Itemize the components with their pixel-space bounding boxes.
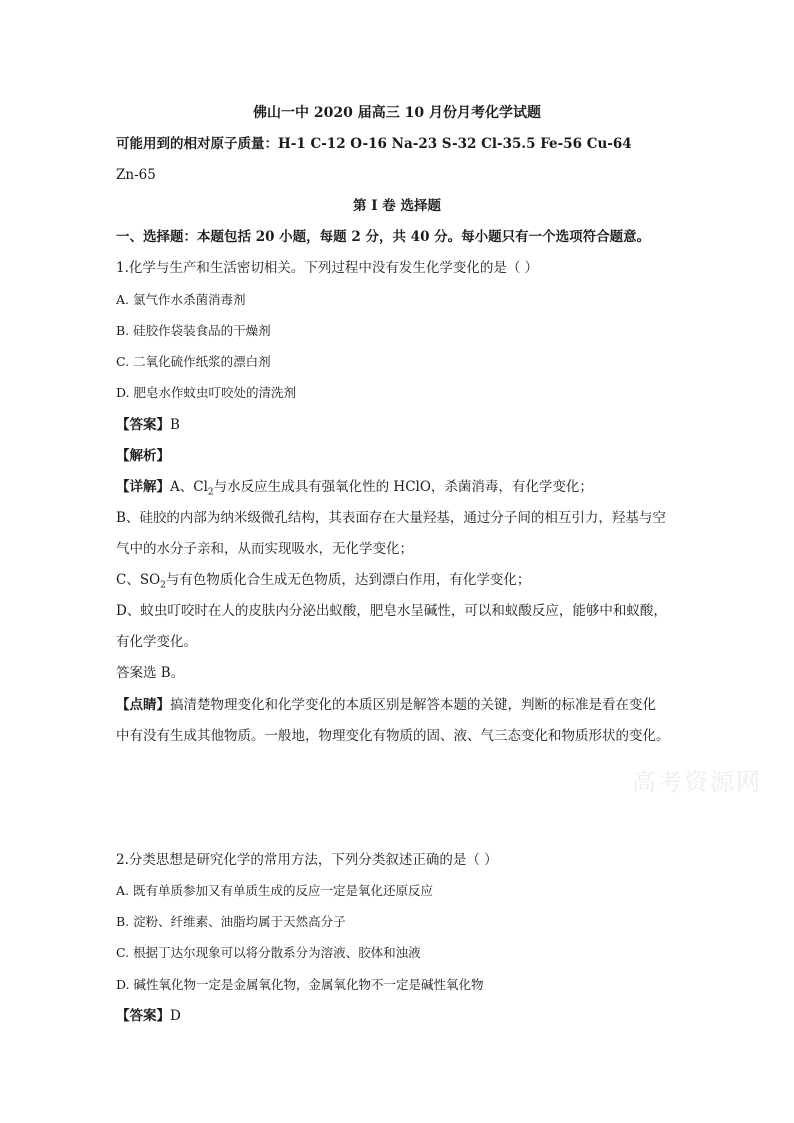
watermark-text: 高考资源网	[632, 768, 762, 796]
question-2-stem: 2.分类思想是研究化学的常用方法，下列分类叙述正确的是（ ）	[116, 852, 498, 868]
question-1-conclusion: 答案选 B。	[116, 665, 185, 681]
question-1-detail-b-line-1: B、硅胶的内部为纳米级微孔结构，其表面存在大量羟基，通过分子间的相互引力，羟基与空	[116, 510, 666, 526]
detail-c-pre: C、SO	[116, 572, 161, 588]
question-1-answer	[116, 416, 180, 434]
question-1-option-a: A. 氯气作水杀菌消毒剂	[116, 292, 246, 307]
answer-tag: 【答案】	[116, 1008, 170, 1024]
point-tag: 【点睛】	[116, 697, 170, 713]
question-1-detail-b-line-2: 气中的水分子亲和，从而实现吸水，无化学变化；	[116, 541, 413, 557]
exam-title: 佛山一中 2020 届高三 10 月份月考化学试题	[253, 105, 541, 121]
section-title: 第 I 卷 选择题	[353, 198, 441, 214]
question-2-option-d: D. 碱性氧化物一定是金属氧化物，金属氧化物不一定是碱性氧化物	[116, 977, 484, 992]
detail-a-subscript: 2	[207, 487, 214, 498]
question-1-option-b: B. 硅胶作袋装食品的干燥剂	[116, 323, 271, 338]
question-1-point-line-1	[116, 696, 656, 714]
question-1-option-c: C. 二氧化硫作纸浆的漂白剂	[116, 354, 271, 369]
detail-a-post: 与水反应生成具有强氧化性的 HClO，杀菌消毒，有化学变化；	[213, 479, 593, 495]
detail-c-subscript: 2	[160, 580, 166, 591]
atomic-mass-line-2: Zn-65	[116, 167, 156, 183]
detail-a-pre: A、Cl	[170, 479, 208, 495]
answer-tag: 【答案】	[116, 417, 170, 433]
point-text-1: 搞清楚物理变化和化学变化的本质区别是解答本题的关键，判断的标准是看在变化	[170, 697, 656, 713]
atomic-mass-line-1: 可能用到的相对原子质量：H-1 C-12 O-16 Na-23 S-32 Cl-35.5 Fe-56 Cu-64	[116, 136, 632, 152]
question-2-answer	[116, 1007, 181, 1025]
question-1-analysis-tag	[116, 447, 170, 465]
detail-c-post: 与有色物质化合生成无色物质，达到漂白作用，有化学变化；	[165, 572, 531, 588]
answer-value: B	[170, 417, 180, 433]
question-1-detail-d-line-2: 有化学变化。	[116, 634, 197, 650]
question-2-option-a: A. 既有单质参加又有单质生成的反应一定是氧化还原反应	[116, 883, 433, 898]
answer-value: D	[170, 1008, 181, 1024]
question-1-point-line-2: 中有没有生成其他物质。一般地，物理变化有物质的固、液、气三态变化和物质形状的变化。	[116, 728, 670, 744]
part-instruction: 一、选择题：本题包括 20 小题，每题 2 分，共 40 分。每小题只有一个选项符合题意。	[116, 229, 651, 245]
analysis-tag: 【解析】	[116, 448, 170, 464]
detail-tag: 【详解】	[116, 479, 170, 495]
question-1-detail-d-line-1: D、蚊虫叮咬时在人的皮肤内分泌出蚁酸，肥皂水呈碱性，可以和蚁酸反应，能够中和蚁酸，	[116, 603, 667, 619]
question-1-option-d: D. 肥皂水作蚊虫叮咬处的清洗剂	[116, 385, 297, 400]
question-1-detail-a	[116, 478, 593, 502]
question-1-stem: 1.化学与生产和生活密切相关。下列过程中没有发生化学变化的是（ ）	[116, 260, 539, 276]
question-2-option-b: B. 淀粉、纤维素、油脂均属于天然高分子	[116, 914, 346, 929]
question-2-option-c: C. 根据丁达尔现象可以将分散系分为溶液、胶体和浊液	[116, 945, 421, 960]
question-1-detail-c	[116, 571, 530, 595]
